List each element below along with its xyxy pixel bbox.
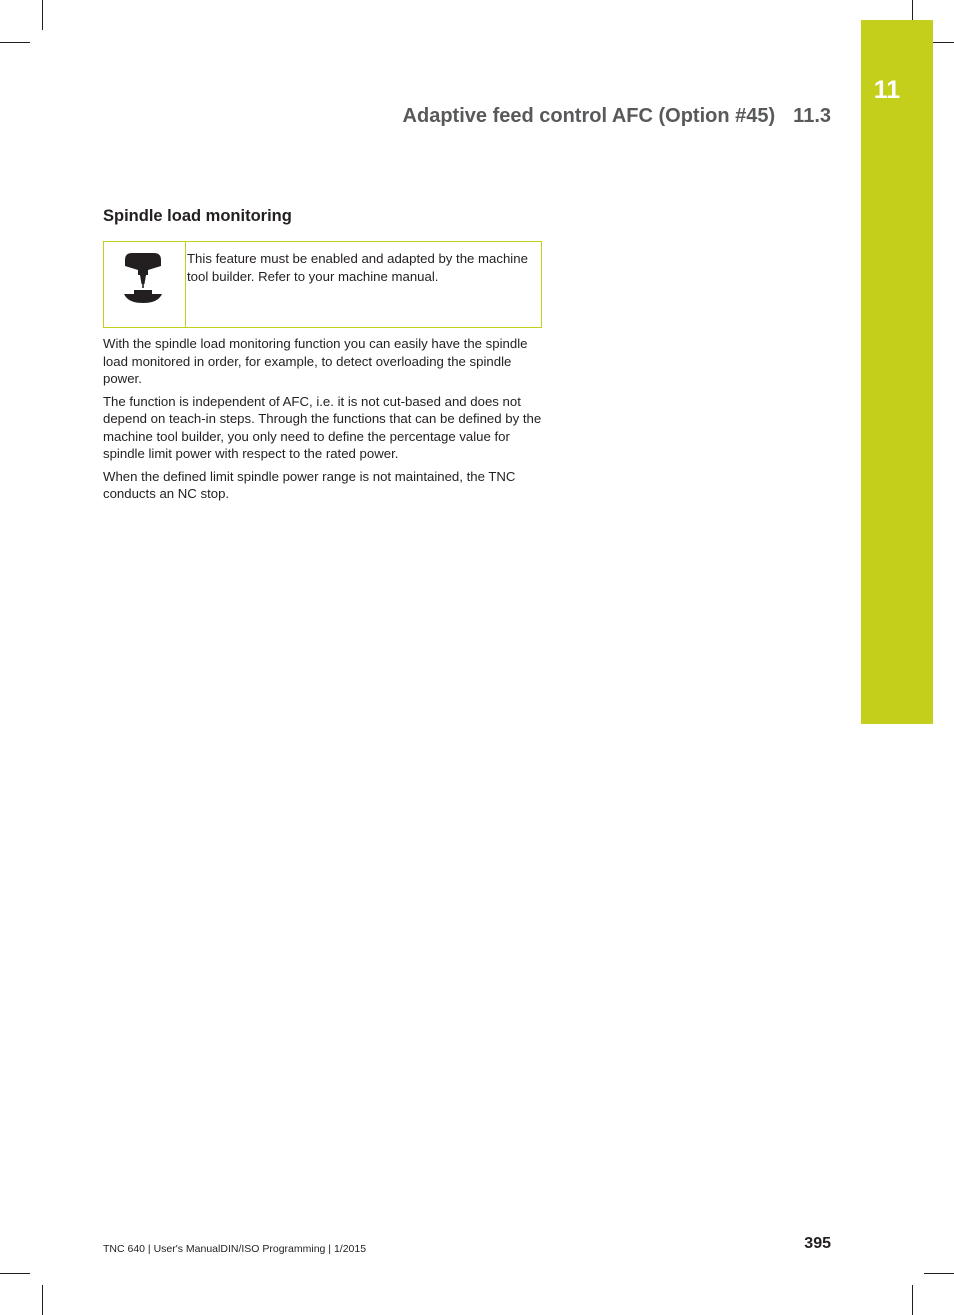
crop-mark (924, 1273, 954, 1274)
chapter-tab (861, 20, 933, 724)
crop-mark (0, 1273, 30, 1274)
note-text: This feature must be enabled and adapted by the machine tool builder. Refer to your machine manual. (187, 251, 528, 284)
crop-mark (42, 0, 43, 30)
crop-mark (0, 42, 30, 43)
running-header-title: Adaptive feed control AFC (Option #45) (402, 105, 776, 127)
note-divider (185, 242, 186, 328)
note-box (103, 241, 542, 328)
paragraph: When the defined limit spindle power range is not maintained, the TNC conducts an NC stop. (103, 468, 516, 501)
paragraph: With the spindle load monitoring function you can easily have the spindle load monitored in order, for example, to detect overloading the spindle power. (103, 336, 528, 386)
section-heading: Spindle load monitoring (103, 207, 292, 225)
machine-tool-builder-icon (123, 253, 163, 307)
running-header-section-number: 11.3 (793, 105, 831, 127)
crop-mark (42, 1285, 43, 1315)
page-number: 395 (804, 1235, 831, 1252)
body-text (103, 335, 543, 508)
running-header (403, 104, 831, 128)
footer-text: TNC 640 | User's ManualDIN/ISO Programming | 1/2015 (103, 1243, 367, 1255)
chapter-number: 11 (873, 76, 901, 104)
crop-mark (912, 1285, 913, 1315)
paragraph: The function is independent of AFC, i.e. it is not cut-based and does not depend on teach-in steps. Through the functions that can be defined by the machine tool builder, you only need to define the percentage value for spindle limit power with respect to the rated power. (103, 393, 542, 461)
